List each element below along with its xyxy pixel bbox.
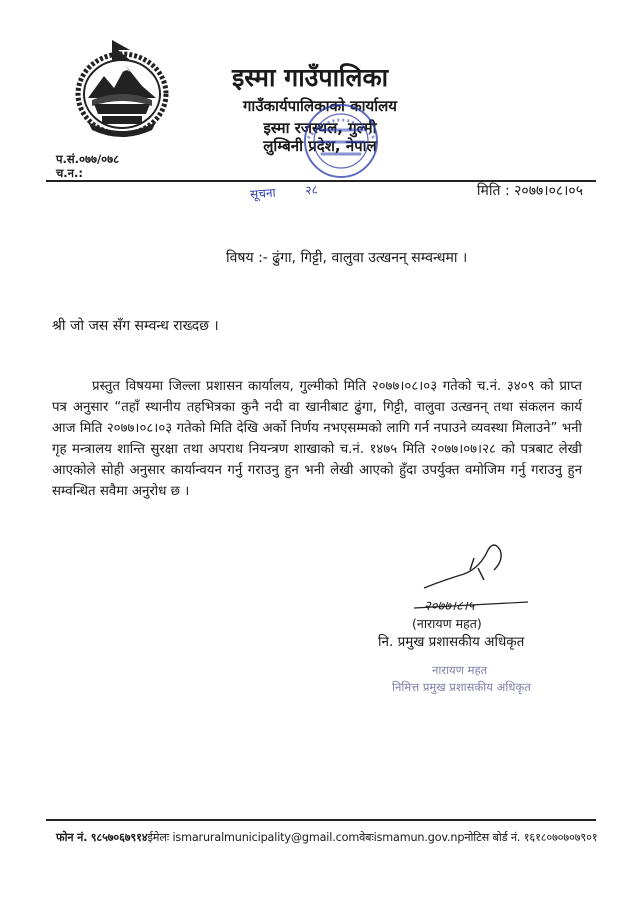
municipality-name: इस्मा गाउँपालिका — [232, 63, 389, 92]
name-stamp-title: निमित्त प्रमुख प्रशासकीय अधिकृत — [392, 680, 531, 694]
letter-reference-number: प.सं.०७७/०७८ — [56, 152, 120, 166]
letter-body: प्रस्तुत विषयमा जिल्ला प्रशासन कार्यालय, गुल्मीको मिति २०७७।०८।०३ गतेको च.नं. ३४०९ को प्राप्त पत्र अनुसार “तहाँ स्थानीय तहभित्रका कुनै नदी वा खानीबाट ढुंगा, गिट्टी, वालुवा उत्खनन् तथा संकलन कार्य आज मिति २०७७।०८।०३ गतेको मिति देखि अर्को निर्णय नभएसम्मको लागि गर्न नपाउने व्यवस्था मिलाउने” भनी गृह मन्त्रालय शान्ति सुरक्षा तथा अपराध नियन्त्रण शाखाको च.नं. १४७५ मिति २०७७।०७।२८ को पत्रबाट लेखी आएकोले सोही अनुसार कार्यान्वयन गर्नु गराउनु हुन भनी लेखी आएको हुँदा उपर्युक्त वमोजिम गर्नु गराउनु हुन सम्वन्धित सवैमा अनुरोध छ । — [52, 379, 582, 499]
emblem-map-and-hands — [94, 104, 150, 124]
footer-divider — [46, 819, 596, 821]
salutation: श्री जो जस सँग सम्वन्ध राख्दछ । — [52, 318, 219, 334]
receive-stamp — [249, 181, 318, 203]
office-province: लुम्बिनी प्रदेश, नेपाल — [263, 137, 377, 155]
dispatch-number: च.न.: — [56, 166, 84, 180]
receive-stamp-label: सूचना — [249, 185, 277, 202]
emblem-flag — [112, 40, 130, 60]
letter-subject: विषय :- ढुंगा, गिट्टी, वालुवा उत्खनन् सम्वन्धमा । — [226, 250, 468, 266]
receive-stamp-number: २८ — [304, 182, 319, 198]
notice-board-label: नोटिस बोर्ड नं. — [464, 831, 521, 844]
office-seal-stamp — [300, 100, 382, 182]
website[interactable]: ismamun.gov.np — [373, 831, 465, 844]
nepal-government-emblem — [72, 36, 172, 140]
signer-name: (नारायण महत) — [412, 616, 482, 631]
email-label: ईमेलः — [147, 831, 170, 844]
footer-contact — [56, 830, 597, 845]
signer-title: नि. प्रमुख प्रशासकीय अधिकृत — [378, 634, 525, 650]
phone-label: फोन नं. — [56, 831, 88, 844]
signature-date: २०७७।८।५ — [424, 599, 475, 614]
office-address: इस्मा रजस्थल, गुल्मी — [263, 119, 377, 137]
email-address[interactable]: ismaruralmunicipality@gmail.com — [172, 831, 360, 844]
letter-date: मिति : २०७७।०८।०५ — [476, 183, 583, 199]
web-label: वेबः — [359, 831, 374, 844]
office-name: गाउँकार्यपालिकाको कार्यालय — [242, 97, 397, 115]
name-stamp-name: नारायण महत — [432, 663, 488, 677]
phone-number: ९८५७०६७९१४ — [90, 831, 148, 844]
notice-board-number: १६१८०७०७०७९०१ — [523, 831, 598, 844]
